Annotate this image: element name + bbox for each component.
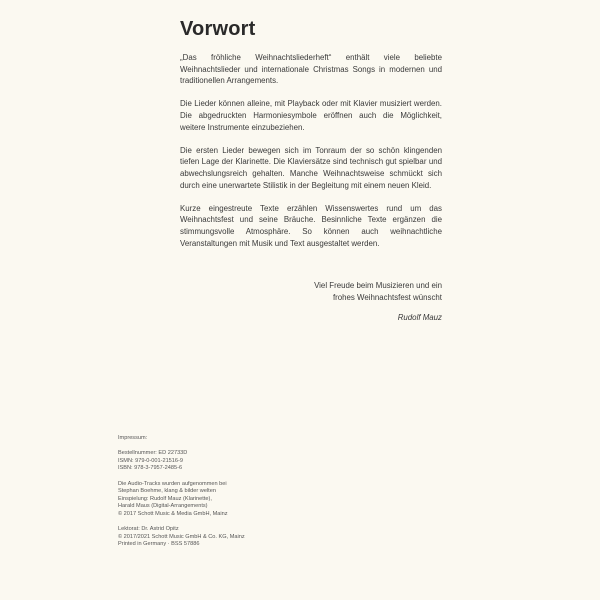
imprint-line: Stephan Boehme, klang & bilder welten: [118, 488, 216, 495]
imprint-line: Harald Maus (Digital-Arrangements): [118, 503, 208, 510]
foreword-paragraph: Die ersten Lieder bewegen sich im Tonraum der so schön klingenden tiefen Lage der Klarinette. Die Klaviersätze sind technisch gut spielbar und abwechslungsreich gehalten. Manche Weihnachtsweise schmückt sich durch eine unerwartete Stilistik in der Begleitung mit einem neuen Kleid.: [180, 145, 442, 190]
imprint-line: © 2017 Schott Music & Media GmbH, Mainz: [118, 510, 228, 517]
foreword-paragraph: Kurze eingestreute Texte erzählen Wissenswertes rund um das Weihnachtsfest und seine Bräuche. Besinnliche Texte ergänzen die stimmungsvolle Atmosphäre. So können auch weihnachtliche Veranstaltungen mit Musik und Text ausgestaltet werden.: [180, 203, 442, 248]
foreword-paragraph: Die Lieder können alleine, mit Playback oder mit Klavier musiziert werden. Die abgedruckten Harmoniesymbole eröffnen auch die Möglichkeit, weitere Instrumente einzubeziehen.: [180, 99, 442, 132]
page-title: Vorwort: [180, 18, 256, 40]
imprint-line: Einspielung: Rudolf Mauz (Klarinette),: [118, 495, 212, 502]
imprint-line: © 2017/2021 Schott Music GmbH & Co. KG, Mainz: [118, 533, 245, 540]
imprint-line: ISBN: 978-3-7957-2485-6: [118, 465, 183, 472]
imprint-line: ISMN: 979-0-001-21516-9: [118, 457, 183, 464]
closing-line: Viel Freude beim Musizieren und ein: [314, 281, 442, 290]
imprint-block: [118, 435, 318, 549]
imprint-line: Bestellnummer: ED 22733D: [118, 450, 188, 457]
closing-line: frohes Weihnachtsfest wünscht: [332, 292, 442, 302]
imprint-line: Lektorat: Dr. Astrid Opitz: [118, 526, 179, 533]
foreword-body: [180, 52, 442, 261]
imprint-line: Printed in Germany · BSS 57886: [118, 541, 200, 548]
imprint-heading: Impressum:: [118, 435, 148, 441]
imprint-line: Die Audio-Tracks wurden aufgenommen bei: [118, 480, 227, 487]
closing-greeting: [258, 280, 442, 303]
author-signature: Rudolf Mauz: [397, 313, 442, 322]
foreword-paragraph: „Das fröhliche Weihnachtsliederheft“ enthält viele beliebte Weihnachtslieder und internationale Christmas Songs in modernen und traditionellen Arrangements.: [180, 53, 442, 86]
